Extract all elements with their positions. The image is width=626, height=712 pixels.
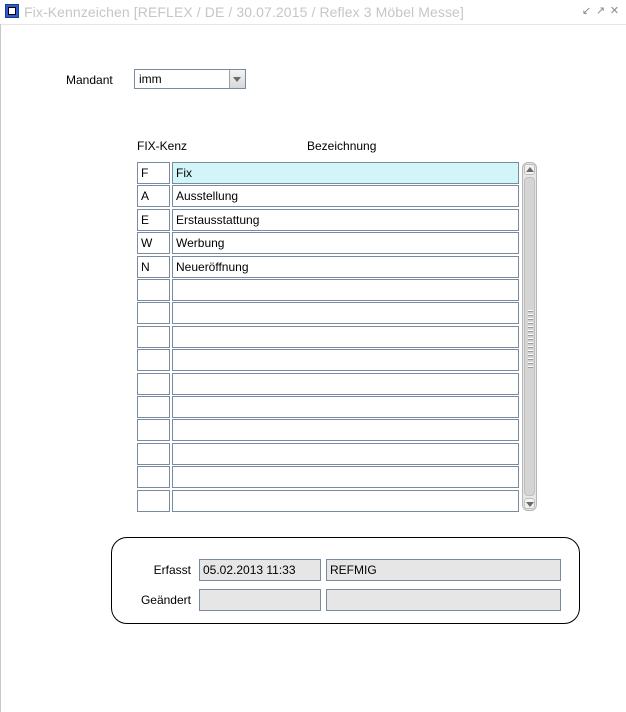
mandant-select[interactable] bbox=[134, 69, 246, 89]
description-cell[interactable]: Neueröffnung bbox=[172, 256, 519, 278]
table-row[interactable] bbox=[137, 232, 519, 254]
created-date-field[interactable]: 05.02.2013 11:33 bbox=[199, 559, 321, 581]
fix-code-cell[interactable] bbox=[137, 373, 170, 395]
fix-code-cell[interactable] bbox=[137, 279, 170, 301]
app-icon bbox=[5, 4, 19, 18]
table-row[interactable] bbox=[137, 162, 519, 184]
column-header-description: Bezeichnung bbox=[307, 139, 377, 153]
description-cell[interactable] bbox=[172, 349, 519, 371]
mandant-value: imm bbox=[139, 72, 162, 86]
fix-code-cell[interactable] bbox=[137, 443, 170, 465]
table-row[interactable] bbox=[137, 326, 519, 348]
table-row[interactable] bbox=[137, 256, 519, 278]
close-icon[interactable]: ✕ bbox=[609, 4, 620, 17]
table-row[interactable] bbox=[137, 443, 519, 465]
table-scrollbar[interactable] bbox=[522, 162, 537, 511]
scroll-down-icon[interactable] bbox=[524, 498, 535, 509]
fix-code-cell[interactable] bbox=[137, 466, 170, 488]
fix-code-cell[interactable] bbox=[137, 490, 170, 512]
table-row[interactable] bbox=[137, 302, 519, 324]
description-cell[interactable] bbox=[172, 326, 519, 348]
changed-date-field[interactable] bbox=[199, 589, 321, 611]
table-row[interactable] bbox=[137, 209, 519, 231]
description-cell[interactable] bbox=[172, 490, 519, 512]
description-cell[interactable]: Erstausstattung bbox=[172, 209, 519, 231]
minimize-icon[interactable]: ↙ bbox=[581, 4, 592, 17]
table-row[interactable] bbox=[137, 373, 519, 395]
fix-code-cell[interactable]: E bbox=[137, 209, 170, 231]
table-row[interactable] bbox=[137, 396, 519, 418]
description-cell[interactable] bbox=[172, 279, 519, 301]
table-row[interactable] bbox=[137, 279, 519, 301]
table-row[interactable] bbox=[137, 490, 519, 512]
fix-code-cell[interactable] bbox=[137, 302, 170, 324]
description-cell[interactable] bbox=[172, 419, 519, 441]
window-title: Fix-Kennzeichen [REFLEX / DE / 30.07.2015 / Reflex 3 Möbel Messe] bbox=[24, 4, 464, 20]
fix-code-cell[interactable] bbox=[137, 349, 170, 371]
fix-code-cell[interactable]: A bbox=[137, 185, 170, 207]
fix-code-cell[interactable]: W bbox=[137, 232, 170, 254]
description-cell[interactable]: Fix bbox=[172, 162, 519, 184]
mandant-label: Mandant bbox=[66, 73, 113, 87]
restore-icon[interactable]: ↗ bbox=[595, 4, 606, 17]
column-header-code: FIX-Kenz bbox=[137, 139, 188, 153]
description-cell[interactable] bbox=[172, 443, 519, 465]
table-row[interactable] bbox=[137, 185, 519, 207]
table-row[interactable] bbox=[137, 349, 519, 371]
scroll-up-icon[interactable] bbox=[524, 164, 535, 175]
chevron-down-icon[interactable] bbox=[229, 70, 245, 88]
scrollbar-thumb[interactable] bbox=[524, 177, 535, 496]
grip-icon bbox=[528, 308, 533, 368]
description-cell[interactable] bbox=[172, 466, 519, 488]
description-cell[interactable] bbox=[172, 396, 519, 418]
table-row[interactable] bbox=[137, 419, 519, 441]
changed-label: Geändert bbox=[140, 593, 191, 607]
fix-code-cell[interactable]: N bbox=[137, 256, 170, 278]
table-row[interactable] bbox=[137, 466, 519, 488]
description-cell[interactable]: Ausstellung bbox=[172, 185, 519, 207]
title-bar[interactable] bbox=[0, 0, 626, 25]
window-border bbox=[0, 24, 1, 712]
description-cell[interactable]: Werbung bbox=[172, 232, 519, 254]
created-label: Erfasst bbox=[153, 563, 191, 577]
created-user-field[interactable]: REFMIG bbox=[326, 559, 561, 581]
description-cell[interactable] bbox=[172, 302, 519, 324]
fix-code-cell[interactable] bbox=[137, 396, 170, 418]
window-controls bbox=[581, 5, 620, 17]
fix-code-cell[interactable] bbox=[137, 419, 170, 441]
description-cell[interactable] bbox=[172, 373, 519, 395]
changed-user-field[interactable] bbox=[326, 589, 561, 611]
fix-code-cell[interactable] bbox=[137, 326, 170, 348]
fix-code-cell[interactable]: F bbox=[137, 162, 170, 184]
